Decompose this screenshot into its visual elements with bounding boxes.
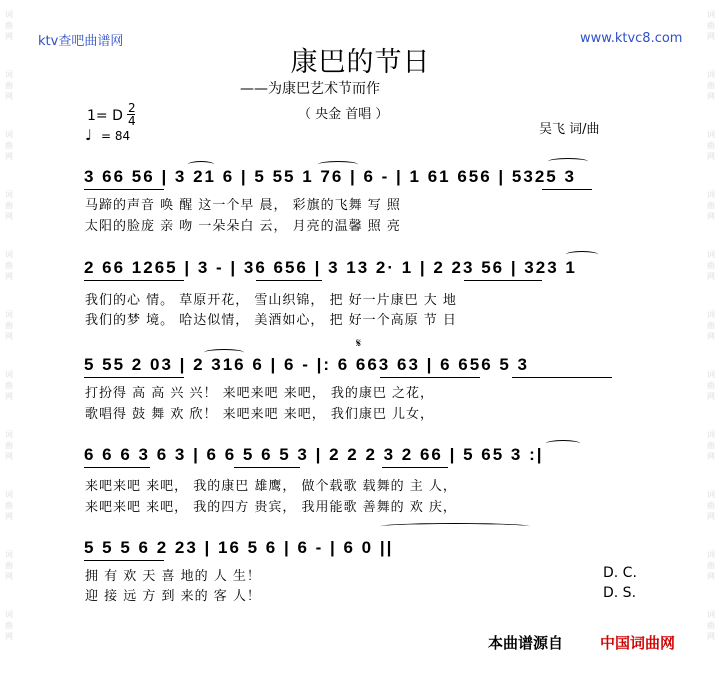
beam — [84, 467, 150, 468]
watermark-char: 词 — [5, 310, 13, 319]
watermark-char: 词 — [5, 10, 13, 19]
song-title: 康巴的节日 — [290, 47, 431, 78]
watermark-char: 网 — [5, 332, 13, 341]
watermark-char: 曲 — [707, 261, 715, 270]
watermark-char: 词 — [707, 70, 715, 79]
lyrics-line-4a: 来吧来吧 来吧， 我的康巴 雄鹰， 做个载歌 载舞的 主 人， — [85, 479, 457, 494]
watermark-char: 曲 — [5, 81, 13, 90]
dc-sign: D. C. — [603, 565, 637, 581]
watermark-char: 曲 — [5, 621, 13, 630]
lyrics-line-2a: 我们的心 情。 草原开花， 雪山织锦， 把 好一片康巴 大 地 — [85, 293, 457, 308]
watermark-char: 词 — [5, 610, 13, 619]
watermark-char: 词 — [707, 190, 715, 199]
notation-line-3: 5 55 2 03 | 2 316 6 | 6 - |: 6 663 63 | 6 656 5 3 — [84, 355, 529, 374]
watermark-char: 网 — [707, 632, 715, 641]
lyrics-line-2b: 我们的梦 境。 哈达似情， 美酒如心， 把 好一个高原 节 日 — [85, 313, 457, 328]
watermark-char: 曲 — [707, 381, 715, 390]
watermark-char: 词 — [707, 310, 715, 319]
beam — [84, 560, 164, 561]
watermark-char: 词 — [5, 190, 13, 199]
watermark-char: 词 — [5, 370, 13, 379]
watermark-char: 曲 — [5, 381, 13, 390]
watermark-char: 曲 — [707, 501, 715, 510]
song-singer: （ 央金 首唱 ） — [298, 107, 389, 122]
song-subtitle: ——为康巴艺术节而作 — [240, 81, 380, 97]
watermark-char: 曲 — [707, 201, 715, 210]
watermark-char: 网 — [5, 32, 13, 41]
watermark-char: 词 — [707, 610, 715, 619]
beam — [84, 280, 184, 281]
watermark-char: 网 — [707, 572, 715, 581]
watermark-char: 词 — [5, 70, 13, 79]
watermark-char: 网 — [707, 392, 715, 401]
watermark-char: 曲 — [707, 621, 715, 630]
watermark-char: 曲 — [707, 561, 715, 570]
beam — [256, 280, 322, 281]
beam — [542, 189, 592, 190]
lyrics-line-3b: 歌唱得 鼓 舞 欢 欣！ 来吧来吧 来吧， 我们康巴 儿女， — [85, 407, 435, 422]
watermark-char: 网 — [707, 332, 715, 341]
watermark-char: 网 — [707, 152, 715, 161]
watermark-char: 曲 — [5, 261, 13, 270]
watermark-char: 词 — [707, 10, 715, 19]
watermark-char: 词 — [5, 490, 13, 499]
watermark-char: 曲 — [5, 201, 13, 210]
watermark-char: 网 — [5, 632, 13, 641]
song-author: 吴飞 词/曲 — [539, 122, 600, 137]
watermark-char: 曲 — [5, 321, 13, 330]
tempo-marking: = 84 — [101, 129, 131, 143]
watermark-char: 曲 — [707, 441, 715, 450]
watermark-char: 网 — [707, 272, 715, 281]
lyrics-line-5b: 迎 接 远 方 到 来的 客 人！ — [85, 589, 261, 604]
watermark-char: 网 — [707, 32, 715, 41]
slur — [204, 349, 244, 356]
site-name-left[interactable]: ktv查吧曲谱网 — [38, 34, 124, 49]
watermark-char: 网 — [5, 392, 13, 401]
watermark-char: 曲 — [707, 21, 715, 30]
beam — [84, 377, 184, 378]
watermark-char: 曲 — [707, 81, 715, 90]
site-url-right[interactable]: www.ktvc8.com — [580, 31, 683, 46]
watermark-char: 词 — [5, 130, 13, 139]
source-label: 本曲谱源自 — [488, 634, 564, 652]
slur — [318, 161, 358, 168]
watermark-char: 曲 — [5, 21, 13, 30]
watermark-char: 曲 — [5, 441, 13, 450]
beam — [464, 280, 542, 281]
watermark-char: 词 — [707, 250, 715, 259]
watermark-char: 网 — [5, 272, 13, 281]
watermark-char: 词 — [707, 490, 715, 499]
notation-line-4: 6 6 6 3 6 3 | 6 6 5 6 5 3 | 2 2 2 3 2 66 | 5 65 3 :| — [84, 445, 544, 464]
beam — [512, 377, 612, 378]
source-site-link[interactable]: 中国词曲网 — [600, 634, 676, 652]
beam — [382, 467, 448, 468]
watermark-char: 网 — [707, 512, 715, 521]
watermark-char: 词 — [5, 250, 13, 259]
watermark-char: 曲 — [5, 561, 13, 570]
lyrics-line-4b: 来吧来吧 来吧， 我的四方 贵宾， 我用能歌 善舞的 欢 庆， — [85, 500, 457, 515]
watermark-char: 网 — [5, 212, 13, 221]
lyrics-line-1b: 太阳的脸庞 亲 吻 一朵朵白 云， 月亮的温馨 照 亮 — [85, 219, 401, 234]
lyrics-line-1a: 马蹄的声音 唤 醒 这一个早 晨， 彩旗的飞舞 写 照 — [85, 198, 401, 213]
beam — [380, 377, 480, 378]
ds-sign: D. S. — [603, 585, 637, 601]
quarter-note-icon: ♩ — [85, 126, 93, 144]
segno-icon: 𝄋 — [356, 336, 362, 350]
time-signature-denominator: 4 — [128, 114, 136, 128]
watermark-char: 网 — [5, 452, 13, 461]
beam — [234, 467, 300, 468]
watermark-char: 网 — [5, 152, 13, 161]
watermark-char: 网 — [5, 512, 13, 521]
watermark-char: 词 — [707, 370, 715, 379]
lyrics-line-5a: 拥 有 欢 天 喜 地的 人 生！ — [85, 569, 261, 584]
time-signature-numerator: 2 — [128, 101, 136, 115]
tie — [380, 523, 530, 530]
lyrics-line-3a: 打扮得 高 高 兴 兴！ 来吧来吧 来吧， 我的康巴 之花， — [85, 386, 435, 401]
watermark-char: 曲 — [5, 501, 13, 510]
notation-line-5: 5 5 5 6 2 23 | 16 5 6 | 6 - | 6 0 || — [84, 538, 394, 557]
watermark-char: 词 — [707, 550, 715, 559]
watermark-char: 词 — [5, 550, 13, 559]
beam — [84, 189, 164, 190]
watermark-char: 词 — [5, 430, 13, 439]
slur — [546, 440, 580, 447]
watermark-char: 网 — [5, 92, 13, 101]
slur — [548, 158, 588, 165]
watermark-char: 曲 — [707, 141, 715, 150]
notation-line-1: 3 66 56 | 3 21 6 | 5 55 1 76 | 6 - | 1 61 656 | 5325 3 — [84, 167, 576, 186]
watermark-char: 曲 — [707, 321, 715, 330]
slur — [188, 161, 214, 168]
watermark-char: 网 — [707, 452, 715, 461]
watermark-char: 曲 — [5, 141, 13, 150]
key-signature: 1= D — [87, 108, 123, 124]
notation-line-2: 2 66 1265 | 3 - | 36 656 | 3 13 2· 1 | 2 23 56 | 323 1 — [84, 258, 577, 277]
slur — [566, 251, 598, 258]
watermark-char: 词 — [707, 430, 715, 439]
watermark-char: 网 — [5, 572, 13, 581]
watermark-char: 词 — [707, 130, 715, 139]
watermark-char: 网 — [707, 212, 715, 221]
watermark-char: 网 — [707, 92, 715, 101]
